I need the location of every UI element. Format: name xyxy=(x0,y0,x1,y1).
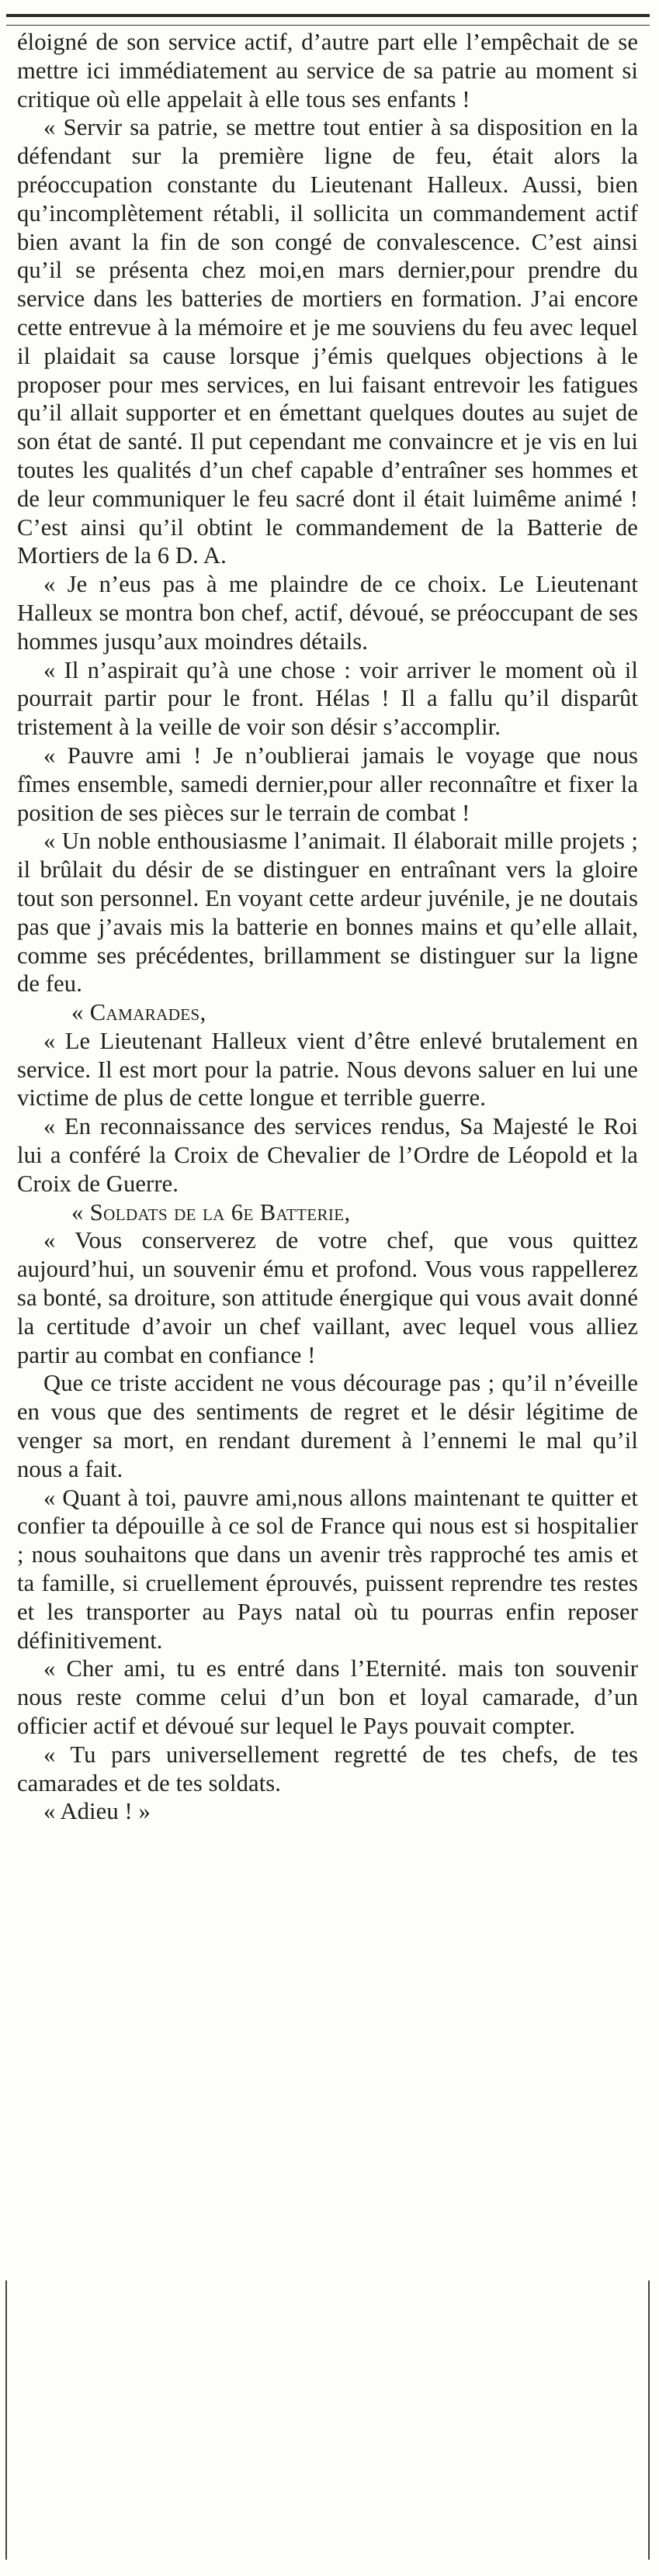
paragraph-enleve: « Le Lieutenant Halleux vient d’être enlevé brutalement en service. Il est mort pour la patrie. Nous devons saluer en lui une victime de plus de cette longue et terrible guerre. xyxy=(17,1027,638,1112)
paragraph-continuation: éloigné de son service actif, d’autre part elle l’empêchait de se mettre ici immédiatement au service de sa patrie au moment si critique où elle appelait à elle tous ses enfants ! xyxy=(17,29,638,112)
right-column-rule xyxy=(648,2280,650,2560)
paragraph-pauvre-ami: « Pauvre ami ! Je n’oublierai jamais le voyage que nous fîmes ensemble, samedi dernier,pour aller reconnaître et fixer la position de ses pièces sur le terrain de combat ! xyxy=(17,742,638,826)
heading-camarades: « Camarades, xyxy=(71,999,206,1026)
top-double-rule xyxy=(6,14,650,26)
paragraph-triste-accident: Que ce triste accident ne vous décourage pas ; qu’il n’éveille en vous que des sentiments de regret et le désir légitime de venger sa mort, en rendant durement à l’ennemi le mal qu’il nous a fait. xyxy=(17,1370,638,1482)
left-column-rule xyxy=(5,2280,7,2560)
paragraph-quant-a-toi: « Quant à toi, pauvre ami,nous allons maintenant te quitter et confier ta dépouille à ce sol de France qui nous est si hospitalier ; nous souhaitons que dans un avenir très rapproché tes amis et ta famille, si cruellement éprouvés, puissent reprendre tes restes et les transporter au Pays natal où tu pourras enfin reposer définitivement. xyxy=(17,1484,638,1654)
heading-soldats: « Soldats de la 6e Batterie, xyxy=(71,1198,351,1226)
paragraph-reconnaissance: « En reconnaissance des services rendus, Sa Majesté le Roi lui a conféré la Croix de Chevalier de l’Ordre de Léopold et la Croix de Guerre. xyxy=(17,1113,638,1197)
paragraph-enthousiasme: « Un noble enthousiasme l’animait. Il élaborait mille projets ; il brûlait du désir de se distinguer en entraînant vers la gloire tout son personnel. En voyant cette ardeur juvénile, je ne doutais pas que j’avais mis la batterie en bonnes mains et qu’elle allait, comme ses précédentes, brillamment se distinguer sur la ligne de feu. xyxy=(17,828,638,998)
paragraph-choix: « Je n’eus pas à me plaindre de ce choix. Le Lieutenant Halleux se montra bon chef, actif, dévoué, se préoccupant de ses hommes jusqu’aux moindres détails. xyxy=(17,571,638,655)
paragraph-conserverez: « Vous conserverez de votre chef, que vous quittez aujourd’hui, un souvenir ému et profond. Vous vous rappellerez sa bonté, sa droiture, son attitude énergique qui vous avait donné la certitude d’avoir un chef vaillant, avec lequel vous alliez partir au combat en confiance ! xyxy=(17,1227,638,1368)
paragraph-cher-ami: « Cher ami, tu es entré dans l’Eternité. mais ton souvenir nous reste comme celui d’un bon et loyal camarade, d’un officier actif et dévoué sur lequel le Pays pouvait compter. xyxy=(17,1655,638,1740)
article-column xyxy=(17,28,638,1826)
paragraph-tu-pars: « Tu pars universellement regretté de tes chefs, de tes camarades et de tes soldats. xyxy=(17,1741,638,1796)
paragraph-servir-sa-patrie: « Servir sa patrie, se mettre tout entier à sa disposition en la défendant sur la première ligne de feu, était alors la préoccupation constante du Lieutenant Halleux. Aussi, bien qu’incomplètement rétabli, il sollicita un commandement actif bien avant la fin de son congé de convalescence. C’est ainsi qu’il se présenta chez moi,en mars dernier,pour prendre du service dans les batteries de mortiers en formation. J’ai encore cette entrevue à la mémoire et je me souviens du feu avec lequel il plaidait sa cause lorsque j’émis quelques objections à le proposer pour mes services, en lui faisant entrevoir les fatigues qu’il allait supporter et en émettant quelques doutes au sujet de son état de santé. Il put cependant me convaincre et je vis en lui toutes les qualités d’un chef capable d’entraîner ses hommes et de leur communiquer le feu sacré dont il était luimême animé ! C’est ainsi qu’il obtint le commandement de la Batterie de Mortiers de la 6 D. A. xyxy=(17,114,638,569)
paragraph-aspirait: « Il n’aspirait qu’à une chose : voir arriver le moment où il pourrait partir pour le front. Hélas ! Il a fallu qu’il disparût tristement à la veille de voir son désir s’accomplir. xyxy=(17,656,638,741)
paragraph-adieu: « Adieu ! » xyxy=(43,1798,151,1825)
